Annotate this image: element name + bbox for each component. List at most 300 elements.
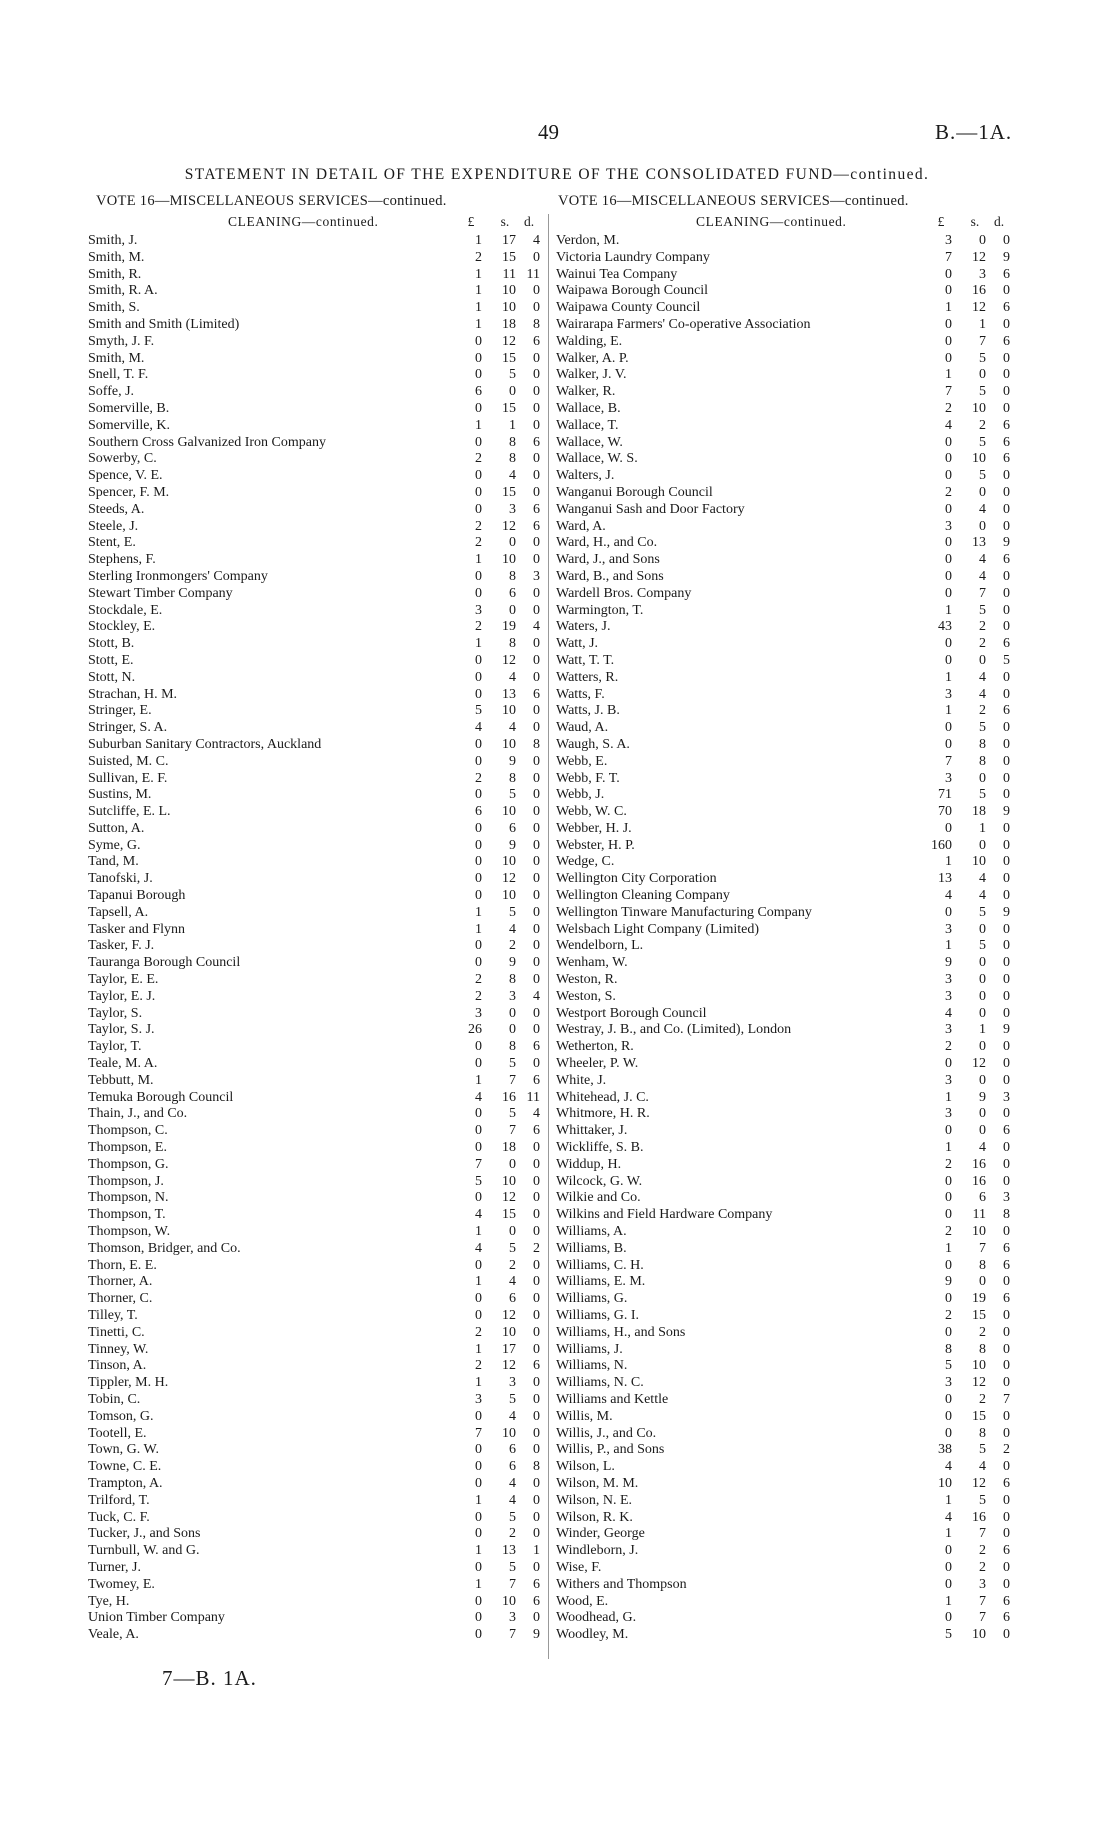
list-item bbox=[88, 1073, 546, 1090]
entry-name: Steeds, A. bbox=[88, 501, 145, 517]
list-item bbox=[556, 1459, 1016, 1476]
pounds-value: 2 bbox=[945, 1308, 952, 1323]
shillings-value: 2 bbox=[979, 1324, 986, 1340]
list-item bbox=[556, 485, 1016, 502]
pounds-value: 70 bbox=[938, 804, 952, 820]
pounds-value: 7 bbox=[945, 753, 952, 769]
entry-name: Windleborn, J. bbox=[556, 1543, 639, 1559]
section-heading: CLEANING—continued. bbox=[696, 214, 847, 229]
pounds-value: 0 bbox=[475, 367, 482, 383]
list-item bbox=[556, 1174, 1016, 1191]
pounds-value: 2 bbox=[475, 619, 482, 635]
pence-value: 0 bbox=[1003, 568, 1010, 584]
pence-value: 0 bbox=[1003, 837, 1010, 853]
list-item bbox=[88, 468, 546, 485]
shillings-value: 7 bbox=[979, 1240, 986, 1256]
pounds-value: 1 bbox=[475, 636, 482, 652]
entry-name: Taylor, S. J. bbox=[88, 1022, 155, 1038]
entry-name: Woodhead, G. bbox=[556, 1610, 637, 1626]
pence-value: 0 bbox=[533, 1308, 540, 1323]
pounds-value: 3 bbox=[945, 1022, 952, 1038]
entry-name: Walker, J. V. bbox=[556, 367, 627, 383]
pence-value: 0 bbox=[533, 652, 540, 668]
list-item bbox=[556, 1409, 1016, 1426]
pounds-value: 2 bbox=[945, 400, 952, 416]
pounds-value: 0 bbox=[475, 753, 482, 769]
shillings-value: 9 bbox=[509, 955, 516, 971]
pence-value: 0 bbox=[533, 904, 540, 920]
shillings-value: 5 bbox=[509, 367, 516, 383]
entry-name: Ward, B., and Sons bbox=[556, 568, 664, 584]
shillings-value: 15 bbox=[502, 1207, 516, 1223]
list-item bbox=[556, 1476, 1016, 1493]
pence-value: 0 bbox=[533, 1022, 540, 1038]
list-item bbox=[556, 670, 1016, 687]
entry-list bbox=[88, 233, 546, 1644]
pence-value: 9 bbox=[1003, 1022, 1010, 1038]
pounds-value: 6 bbox=[475, 384, 482, 400]
pounds-value: 0 bbox=[475, 1526, 482, 1542]
pounds-value: 3 bbox=[945, 518, 952, 534]
entry-name: Sutcliffe, E. L. bbox=[88, 804, 171, 820]
pence-value: 1 bbox=[533, 1543, 540, 1559]
pence-header: d. bbox=[993, 214, 1005, 229]
shillings-value: 0 bbox=[979, 1072, 986, 1088]
entry-name: Thompson, T. bbox=[88, 1207, 166, 1223]
shillings-value: 10 bbox=[502, 300, 516, 316]
pounds-value: 1 bbox=[475, 1576, 482, 1592]
list-item bbox=[88, 1022, 546, 1039]
pounds-value: 0 bbox=[945, 1543, 952, 1559]
pounds-value: 0 bbox=[945, 1408, 952, 1424]
pence-value: 0 bbox=[533, 854, 540, 870]
pence-value: 0 bbox=[1003, 988, 1010, 1004]
pounds-value: 160 bbox=[931, 837, 952, 853]
pence-value: 0 bbox=[1003, 400, 1010, 416]
list-item bbox=[88, 787, 546, 804]
pounds-value: 38 bbox=[938, 1442, 952, 1458]
pounds-value: 0 bbox=[945, 720, 952, 736]
shillings-value: 10 bbox=[502, 888, 516, 904]
shillings-value: 2 bbox=[509, 1257, 516, 1273]
pounds-value: 0 bbox=[945, 652, 952, 668]
shillings-value: 0 bbox=[979, 652, 986, 668]
entry-name: Westray, J. B., and Co. (Limited), London bbox=[556, 1022, 792, 1038]
pence-value: 0 bbox=[533, 300, 540, 316]
pounds-value: 4 bbox=[945, 1509, 952, 1525]
pounds-value: 4 bbox=[475, 720, 482, 736]
shillings-value: 7 bbox=[979, 1593, 986, 1609]
list-item bbox=[88, 1526, 546, 1543]
pence-value: 0 bbox=[533, 1509, 540, 1525]
pence-value: 0 bbox=[533, 283, 540, 299]
pence-value: 0 bbox=[1003, 484, 1010, 500]
pounds-value: 2 bbox=[945, 1039, 952, 1055]
list-item bbox=[88, 1106, 546, 1123]
pence-value: 0 bbox=[1003, 1274, 1010, 1290]
list-item bbox=[88, 384, 546, 401]
pence-value: 0 bbox=[533, 1492, 540, 1508]
list-item bbox=[556, 1190, 1016, 1207]
entry-name: Stockdale, E. bbox=[88, 602, 163, 618]
shillings-value: 10 bbox=[502, 804, 516, 820]
pounds-value: 2 bbox=[475, 1324, 482, 1340]
shillings-value: 3 bbox=[509, 988, 516, 1004]
list-item bbox=[88, 1090, 546, 1107]
pounds-value: 2 bbox=[475, 972, 482, 988]
document-reference: B.—1A. bbox=[935, 120, 1013, 144]
pounds-value: 0 bbox=[945, 585, 952, 601]
entry-name: Stephens, F. bbox=[88, 552, 156, 568]
shillings-value: 7 bbox=[979, 1526, 986, 1542]
pence-value: 6 bbox=[533, 1123, 540, 1139]
list-item bbox=[556, 754, 1016, 771]
shillings-value: 10 bbox=[972, 400, 986, 416]
list-item bbox=[88, 367, 546, 384]
pounds-value: 0 bbox=[945, 1559, 952, 1575]
pence-value: 0 bbox=[1003, 686, 1010, 702]
pounds-value: 0 bbox=[475, 568, 482, 584]
shillings-value: 5 bbox=[509, 904, 516, 920]
pence-value: 6 bbox=[533, 501, 540, 517]
entry-name: Wallace, W. S. bbox=[556, 451, 638, 467]
pence-value: 0 bbox=[1003, 1559, 1010, 1575]
entry-name: Smith, R. bbox=[88, 266, 142, 282]
list-item bbox=[556, 804, 1016, 821]
shillings-value: 12 bbox=[502, 871, 516, 887]
shillings-value: 12 bbox=[972, 1475, 986, 1491]
entry-name: Williams, N. bbox=[556, 1358, 628, 1374]
entry-name: Ward, J., and Sons bbox=[556, 552, 660, 568]
shillings-value: 5 bbox=[979, 938, 986, 954]
shillings-value: 7 bbox=[509, 1072, 516, 1088]
pounds-value: 1 bbox=[475, 1274, 482, 1290]
pence-value: 9 bbox=[1003, 249, 1010, 265]
entry-name: Winder, George bbox=[556, 1526, 645, 1542]
list-item bbox=[556, 1526, 1016, 1543]
entry-name: Williams, A. bbox=[556, 1224, 627, 1240]
list-item bbox=[556, 1510, 1016, 1527]
entry-name: Whitmore, H. R. bbox=[556, 1106, 650, 1122]
entry-name: Strachan, H. M. bbox=[88, 686, 178, 702]
pounds-value: 0 bbox=[945, 1425, 952, 1441]
entry-name: Turner, J. bbox=[88, 1559, 141, 1575]
pounds-value: 0 bbox=[475, 669, 482, 685]
list-item bbox=[556, 1375, 1016, 1392]
pence-value: 0 bbox=[533, 787, 540, 803]
pence-value: 0 bbox=[1003, 1056, 1010, 1072]
entry-name: Teale, M. A. bbox=[88, 1056, 158, 1072]
pence-value: 0 bbox=[533, 1005, 540, 1021]
pence-value: 0 bbox=[1003, 1526, 1010, 1542]
list-item bbox=[88, 1157, 546, 1174]
list-item bbox=[88, 552, 546, 569]
list-item bbox=[556, 1140, 1016, 1157]
entry-name: Wairarapa Farmers' Co-operative Association bbox=[556, 316, 811, 332]
shillings-value: 10 bbox=[502, 283, 516, 299]
pounds-value: 0 bbox=[475, 871, 482, 887]
pence-value: 6 bbox=[1003, 434, 1010, 450]
shillings-value: 0 bbox=[979, 972, 986, 988]
entry-name: Thompson, W. bbox=[88, 1224, 171, 1240]
list-item bbox=[556, 989, 1016, 1006]
list-item bbox=[556, 267, 1016, 284]
shillings-value: 16 bbox=[972, 1509, 986, 1525]
shillings-value: 5 bbox=[979, 1442, 986, 1458]
entry-name: Trilford, T. bbox=[88, 1492, 150, 1508]
pence-value: 0 bbox=[533, 1056, 540, 1072]
list-item bbox=[556, 502, 1016, 519]
pence-value: 0 bbox=[1003, 1039, 1010, 1055]
shillings-value: 8 bbox=[509, 770, 516, 786]
entry-name: Verdon, M. bbox=[556, 233, 620, 248]
entry-name: Thorn, E. E. bbox=[88, 1257, 157, 1273]
list-item bbox=[88, 603, 546, 620]
pence-value: 0 bbox=[1003, 770, 1010, 786]
pence-value: 0 bbox=[533, 350, 540, 366]
pence-value: 9 bbox=[1003, 904, 1010, 920]
entry-name: Tauranga Borough Council bbox=[88, 955, 241, 971]
list-item bbox=[88, 1123, 546, 1140]
list-item bbox=[556, 250, 1016, 267]
shillings-value: 0 bbox=[509, 384, 516, 400]
pounds-value: 1 bbox=[475, 1375, 482, 1391]
entry-name: Sterling Ironmongers' Company bbox=[88, 568, 268, 584]
list-item bbox=[556, 955, 1016, 972]
pence-value: 0 bbox=[1003, 1324, 1010, 1340]
entry-name: Watters, R. bbox=[556, 669, 619, 685]
pounds-value: 0 bbox=[475, 1610, 482, 1626]
entry-name: Wellington City Corporation bbox=[556, 871, 717, 887]
shillings-value: 10 bbox=[502, 1173, 516, 1189]
shillings-value: 10 bbox=[972, 1224, 986, 1240]
entry-name: Thompson, J. bbox=[88, 1173, 164, 1189]
pounds-header: £ bbox=[467, 214, 475, 229]
pence-value: 0 bbox=[1003, 283, 1010, 299]
entry-name: Tobin, C. bbox=[88, 1391, 141, 1407]
list-item bbox=[556, 1274, 1016, 1291]
pounds-value: 0 bbox=[475, 1627, 482, 1643]
shillings-value: 10 bbox=[972, 854, 986, 870]
shillings-value: 5 bbox=[509, 1509, 516, 1525]
pounds-value: 0 bbox=[945, 468, 952, 484]
shillings-value: 2 bbox=[979, 636, 986, 652]
entry-name: Sowerby, C. bbox=[88, 451, 157, 467]
list-item bbox=[88, 569, 546, 586]
pounds-value: 3 bbox=[475, 602, 482, 618]
shillings-value: 5 bbox=[979, 602, 986, 618]
list-item bbox=[556, 586, 1016, 603]
list-item bbox=[88, 233, 546, 250]
entry-name: Thain, J., and Co. bbox=[88, 1106, 188, 1122]
list-item bbox=[556, 821, 1016, 838]
list-item bbox=[556, 552, 1016, 569]
shillings-value: 9 bbox=[509, 837, 516, 853]
pounds-value: 4 bbox=[945, 417, 952, 433]
shillings-value: 15 bbox=[972, 1308, 986, 1323]
pounds-value: 0 bbox=[945, 1391, 952, 1407]
entry-name: Wellington Cleaning Company bbox=[556, 888, 730, 904]
pounds-value: 0 bbox=[475, 854, 482, 870]
list-item bbox=[88, 502, 546, 519]
shillings-value: 0 bbox=[979, 518, 986, 534]
list-item bbox=[88, 888, 546, 905]
pounds-value: 1 bbox=[475, 1492, 482, 1508]
pence-value: 6 bbox=[533, 1072, 540, 1088]
list-item bbox=[556, 334, 1016, 351]
entry-name: Watts, F. bbox=[556, 686, 605, 702]
pounds-value: 1 bbox=[945, 602, 952, 618]
pence-value: 5 bbox=[1003, 652, 1010, 668]
shillings-header: s. bbox=[500, 214, 510, 229]
pounds-value: 1 bbox=[945, 1240, 952, 1256]
list-item bbox=[88, 519, 546, 536]
pounds-value: 1 bbox=[475, 283, 482, 299]
shillings-value: 5 bbox=[509, 1106, 516, 1122]
pounds-value: 7 bbox=[475, 1425, 482, 1441]
shillings-value: 8 bbox=[509, 568, 516, 584]
entry-name: Tye, H. bbox=[88, 1593, 130, 1609]
pence-value: 0 bbox=[533, 1610, 540, 1626]
footer-signature: 7—B. 1A. bbox=[162, 1666, 257, 1690]
pence-value: 6 bbox=[1003, 417, 1010, 433]
pence-value: 9 bbox=[1003, 804, 1010, 820]
pounds-value: 0 bbox=[945, 1610, 952, 1626]
pence-value: 0 bbox=[1003, 1341, 1010, 1357]
pence-value: 6 bbox=[1003, 1610, 1010, 1626]
list-item bbox=[556, 1157, 1016, 1174]
pence-value: 0 bbox=[1003, 753, 1010, 769]
pounds-value: 1 bbox=[475, 266, 482, 282]
entry-name: Ward, H., and Co. bbox=[556, 535, 658, 551]
entry-name: Willis, M. bbox=[556, 1408, 613, 1424]
shillings-value: 8 bbox=[509, 636, 516, 652]
entry-name: Southern Cross Galvanized Iron Company bbox=[88, 434, 326, 450]
entry-name: Tapanui Borough bbox=[88, 888, 186, 904]
entry-name: Tuck, C. F. bbox=[88, 1509, 150, 1525]
list-item bbox=[88, 871, 546, 888]
entry-name: Webb, E. bbox=[556, 753, 608, 769]
shillings-value: 0 bbox=[509, 1224, 516, 1240]
pence-value: 0 bbox=[533, 400, 540, 416]
shillings-value: 8 bbox=[509, 1039, 516, 1055]
pence-value: 6 bbox=[533, 1039, 540, 1055]
entry-name: Smith and Smith (Limited) bbox=[88, 316, 240, 332]
pence-value: 0 bbox=[533, 1391, 540, 1407]
shillings-value: 4 bbox=[509, 1274, 516, 1290]
entry-name: Webb, W. C. bbox=[556, 804, 627, 820]
list-item bbox=[88, 771, 546, 788]
shillings-value: 0 bbox=[979, 921, 986, 937]
entry-name: Trampton, A. bbox=[88, 1475, 163, 1491]
pence-value: 0 bbox=[533, 720, 540, 736]
pounds-value: 0 bbox=[945, 736, 952, 752]
pounds-value: 0 bbox=[945, 535, 952, 551]
left-column bbox=[88, 214, 546, 1644]
shillings-value: 4 bbox=[509, 669, 516, 685]
pounds-value: 5 bbox=[945, 1358, 952, 1374]
pence-value: 0 bbox=[1003, 1375, 1010, 1391]
pence-value: 0 bbox=[533, 1257, 540, 1273]
entry-name: Wardell Bros. Company bbox=[556, 585, 692, 601]
pounds-value: 3 bbox=[945, 1072, 952, 1088]
entry-name: Smith, J. bbox=[88, 233, 138, 248]
shillings-value: 8 bbox=[979, 1257, 986, 1273]
list-item bbox=[88, 586, 546, 603]
column-header bbox=[556, 214, 1016, 233]
shillings-value: 2 bbox=[979, 1559, 986, 1575]
entry-name: Spence, V. E. bbox=[88, 468, 163, 484]
pounds-value: 2 bbox=[475, 770, 482, 786]
pence-value: 0 bbox=[1003, 350, 1010, 366]
entry-name: Veale, A. bbox=[88, 1627, 139, 1643]
pence-value: 6 bbox=[533, 434, 540, 450]
shillings-value: 1 bbox=[509, 417, 516, 433]
list-item bbox=[556, 317, 1016, 334]
shillings-value: 10 bbox=[502, 1593, 516, 1609]
list-item bbox=[556, 1090, 1016, 1107]
shillings-value: 12 bbox=[502, 333, 516, 349]
column-divider bbox=[548, 214, 549, 1659]
shillings-value: 7 bbox=[509, 1123, 516, 1139]
list-item bbox=[88, 703, 546, 720]
shillings-value: 16 bbox=[502, 1089, 516, 1105]
pounds-value: 4 bbox=[945, 888, 952, 904]
pence-value: 0 bbox=[1003, 871, 1010, 887]
pence-value: 0 bbox=[1003, 1224, 1010, 1240]
shillings-value: 8 bbox=[979, 753, 986, 769]
pounds-value: 0 bbox=[475, 585, 482, 601]
pence-value: 0 bbox=[1003, 1358, 1010, 1374]
pence-value: 0 bbox=[533, 871, 540, 887]
list-item bbox=[88, 317, 546, 334]
entry-name: Wilson, L. bbox=[556, 1459, 615, 1475]
shillings-value: 4 bbox=[509, 921, 516, 937]
pence-value: 0 bbox=[1003, 1156, 1010, 1172]
right-column bbox=[556, 214, 1016, 1644]
pounds-value: 0 bbox=[475, 1123, 482, 1139]
list-item bbox=[556, 1577, 1016, 1594]
pence-value: 0 bbox=[1003, 720, 1010, 736]
pounds-value: 5 bbox=[475, 1173, 482, 1189]
shillings-value: 5 bbox=[979, 1492, 986, 1508]
shillings-value: 2 bbox=[979, 703, 986, 719]
pence-value: 0 bbox=[533, 585, 540, 601]
entry-name: Weston, S. bbox=[556, 988, 616, 1004]
pounds-value: 0 bbox=[475, 333, 482, 349]
list-item bbox=[556, 1241, 1016, 1258]
pence-value: 0 bbox=[533, 972, 540, 988]
pounds-value: 9 bbox=[945, 1274, 952, 1290]
pence-value: 6 bbox=[1003, 1257, 1010, 1273]
entry-name: Warmington, T. bbox=[556, 602, 644, 618]
entry-name: Williams, G. I. bbox=[556, 1308, 640, 1323]
pence-value: 8 bbox=[533, 1459, 540, 1475]
pence-value: 0 bbox=[1003, 820, 1010, 836]
pounds-value: 0 bbox=[475, 1475, 482, 1491]
pounds-value: 0 bbox=[945, 636, 952, 652]
pence-value: 3 bbox=[533, 568, 540, 584]
pounds-value: 2 bbox=[475, 1358, 482, 1374]
list-item bbox=[88, 1258, 546, 1275]
pounds-value: 43 bbox=[938, 619, 952, 635]
pence-value: 0 bbox=[1003, 619, 1010, 635]
shillings-value: 8 bbox=[979, 736, 986, 752]
pence-value: 0 bbox=[533, 1140, 540, 1156]
pence-value: 0 bbox=[1003, 1459, 1010, 1475]
pence-value: 0 bbox=[533, 249, 540, 265]
list-item bbox=[556, 401, 1016, 418]
